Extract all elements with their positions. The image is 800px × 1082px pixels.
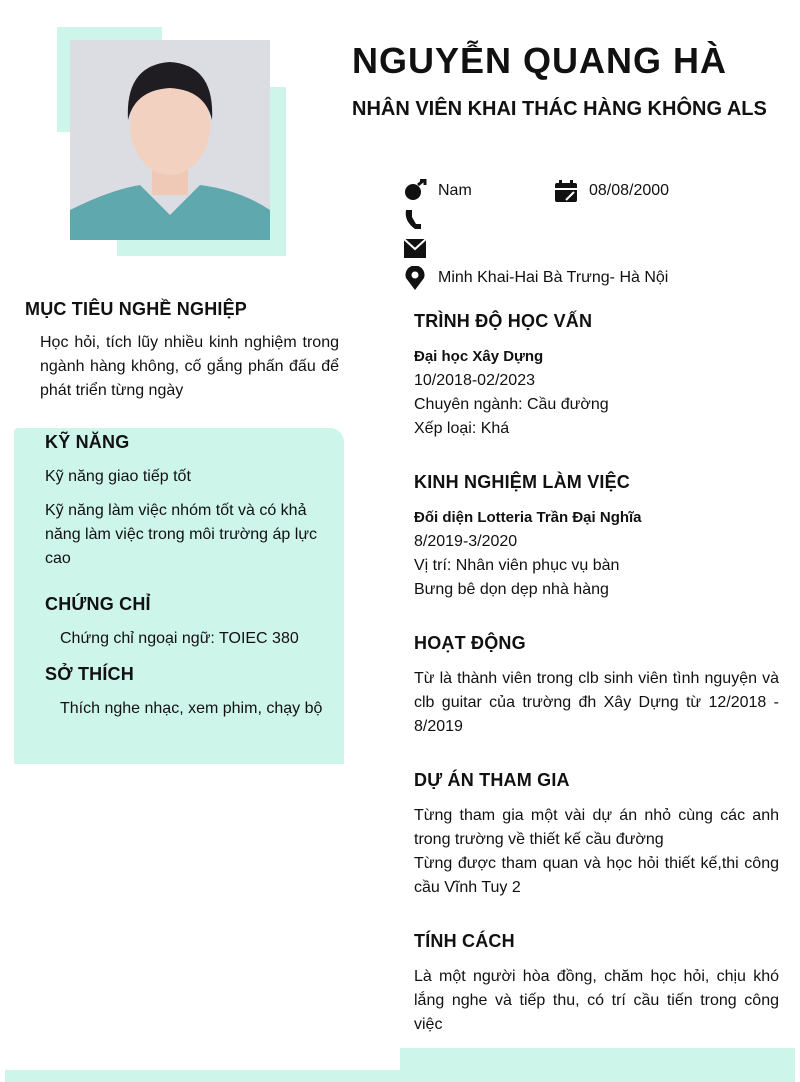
skill-item: Kỹ năng làm việc nhóm tốt và có khả năng làm việc trong môi trường áp lực cao bbox=[45, 502, 318, 567]
experience-task: Bưng bê dọn dẹp nhà hàng bbox=[414, 581, 609, 598]
hobby-item: Thích nghe nhạc, xem phim, chạy bộ bbox=[60, 700, 323, 717]
project-item: Từng tham gia một vài dự án nhỏ cùng các anh trong trường về thiết kế cầu đường bbox=[414, 807, 779, 848]
gender-value: Nam bbox=[438, 182, 472, 199]
education-heading: TRÌNH ĐỘ HỌC VẤN bbox=[414, 311, 593, 331]
candidate-name: NGUYỄN QUANG HÀ bbox=[352, 40, 728, 81]
calendar-icon bbox=[554, 179, 578, 203]
activities-heading: HOẠT ĐỘNG bbox=[414, 633, 526, 653]
education-grade: Xếp loại: Khá bbox=[414, 420, 510, 437]
profile-photo bbox=[70, 40, 270, 240]
phone-icon bbox=[403, 207, 427, 231]
gender-icon bbox=[403, 179, 427, 203]
certificates-heading: CHỨNG CHỈ bbox=[45, 594, 151, 614]
project-item: Từng được tham quan và học hỏi thiết kế,thi công cầu Vĩnh Tuy 2 bbox=[414, 855, 779, 896]
address-value: Minh Khai-Hai Bà Trưng- Hà Nội bbox=[438, 269, 669, 286]
education-major: Chuyên ngành: Cầu đường bbox=[414, 396, 609, 413]
objective-text: Học hỏi, tích lũy nhiều kinh nghiệm trong ngành hàng không, cố gắng phấn đấu để phát triển từng ngày bbox=[40, 334, 339, 399]
objective-heading: MỤC TIÊU NGHỀ NGHIỆP bbox=[25, 299, 248, 319]
hobbies-heading: SỞ THÍCH bbox=[45, 664, 134, 684]
footer-bar-left bbox=[5, 1070, 405, 1082]
birthdate-value: 08/08/2000 bbox=[589, 182, 670, 199]
skill-item: Kỹ năng giao tiếp tốt bbox=[45, 468, 191, 485]
footer-bar-right bbox=[400, 1048, 795, 1082]
job-title: NHÂN VIÊN KHAI THÁC HÀNG KHÔNG ALS bbox=[352, 98, 767, 120]
location-icon bbox=[403, 266, 427, 290]
email-icon bbox=[403, 236, 427, 260]
personality-text: Là một người hòa đồng, chăm học hỏi, chịu khó lắng nghe và tiếp thu, có trí cầu tiến trong công việc bbox=[414, 968, 779, 1033]
projects-heading: DỰ ÁN THAM GIA bbox=[414, 770, 570, 790]
education-school: Đại học Xây Dựng bbox=[414, 348, 544, 365]
experience-company: Đối diện Lotteria Trần Đại Nghĩa bbox=[414, 509, 642, 526]
skills-heading: KỸ NĂNG bbox=[45, 432, 130, 452]
activities-text: Từ là thành viên trong clb sinh viên tình nguyện và clb guitar của trường đh Xây Dựng từ 12/2018 - 8/2019 bbox=[414, 670, 779, 735]
experience-period: 8/2019-3/2020 bbox=[414, 533, 518, 550]
experience-role: Vị trí: Nhân viên phục vụ bàn bbox=[414, 557, 620, 574]
personality-heading: TÍNH CÁCH bbox=[414, 931, 515, 951]
certificate-item: Chứng chỉ ngoại ngữ: TOIEC 380 bbox=[60, 630, 299, 647]
education-period: 10/2018-02/2023 bbox=[414, 372, 535, 389]
experience-heading: KINH NGHIỆM LÀM VIỆC bbox=[414, 472, 631, 492]
